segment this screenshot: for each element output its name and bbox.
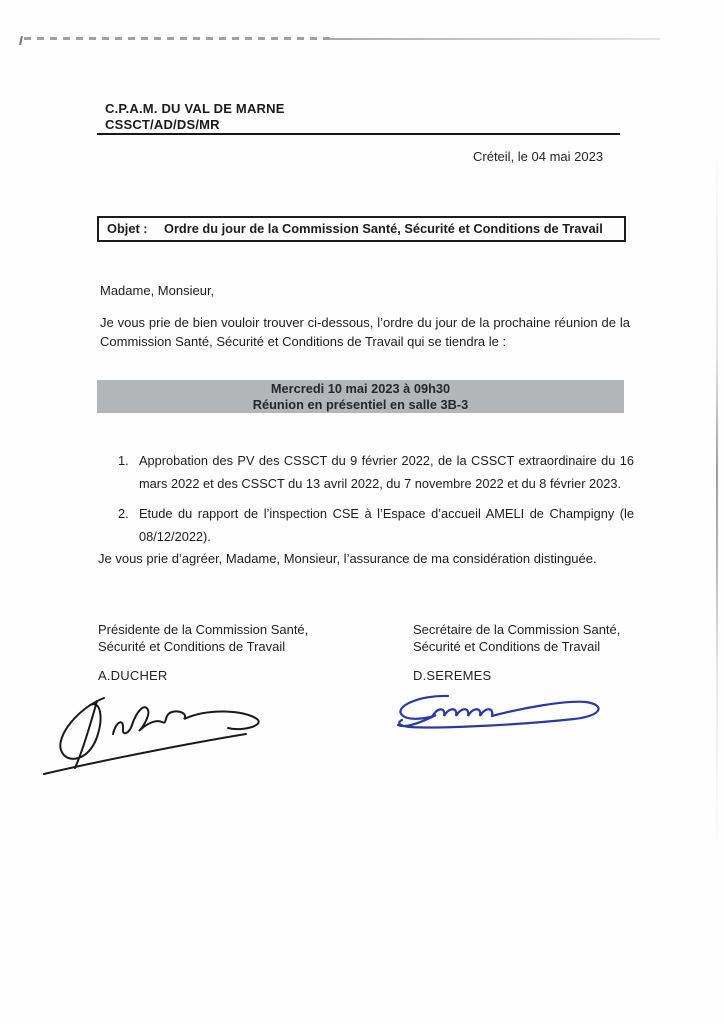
scan-artifact-right-line (716, 150, 718, 850)
agenda-item-2-number: 2. (118, 506, 129, 521)
letterhead (105, 101, 285, 133)
signatory-right-title-line2: Sécurité et Conditions de Travail (413, 638, 601, 654)
salutation: Madame, Monsieur, (100, 283, 215, 298)
scan-artifact-top-line (330, 38, 660, 40)
signatory-right-title-line1: Secrétaire de la Commission Santé, (413, 622, 621, 637)
subject-text: Ordre du jour de la Commission Santé, Sécurité et Conditions de Travail (164, 221, 603, 236)
subject-label: Objet : (107, 221, 148, 236)
signatory-left (98, 622, 308, 685)
subject-box (97, 216, 626, 242)
signatory-right (413, 622, 620, 685)
signatory-left-title-line2: Sécurité et Conditions de Travail (98, 638, 286, 654)
agenda-item-1 (118, 449, 634, 495)
letterhead-rule (97, 133, 620, 135)
signatory-left-title-line1: Présidente de la Commission Santé, (98, 622, 309, 637)
closing-formula: Je vous prie d’agréer, Madame, Monsieur, l’assurance de ma considération distinguée. (98, 551, 597, 566)
dateline: Créteil, le 04 mai 2023 (473, 149, 604, 164)
scan-artifact-top-dashes (24, 37, 334, 40)
agenda-item-1-number: 1. (118, 453, 129, 468)
agenda-item-1-text: Approbation des PV des CSSCT du 9 février 2022, de la CSSCT extraordinaire du 16 mars 2022 et des CSSCT du 13 avril 2022, du 7 novembre 2022 et du 8 février 2023. (139, 453, 634, 491)
handwritten-signature-ducher (40, 688, 275, 780)
org-reference: CSSCT/AD/DS/MR (105, 117, 220, 132)
agenda-item-2-text: Etude du rapport de l’inspection CSE à l’Espace d’accueil AMELI de Champigny (le 08/12/2022). (139, 506, 634, 544)
signatory-left-name: A.DUCHER (98, 668, 168, 683)
scan-artifact-tick (19, 36, 23, 45)
signatory-right-name: D.SEREMES (413, 668, 492, 683)
meeting-datetime: Mercredi 10 mai 2023 à 09h30 (270, 381, 451, 396)
org-name: C.P.A.M. DU VAL DE MARNE (105, 101, 285, 116)
handwritten-signature-seremes (388, 687, 613, 745)
intro-paragraph: Je vous prie de bien vouloir trouver ci-dessous, l’ordre du jour de la prochaine réunion de la Commission Santé, Sécurité et Conditions de Travail qui se tiendra le : (100, 315, 630, 349)
meeting-location: Réunion en présentiel en salle 3B-3 (252, 397, 469, 412)
agenda-item-2 (118, 502, 634, 548)
meeting-highlight-box (97, 380, 624, 413)
